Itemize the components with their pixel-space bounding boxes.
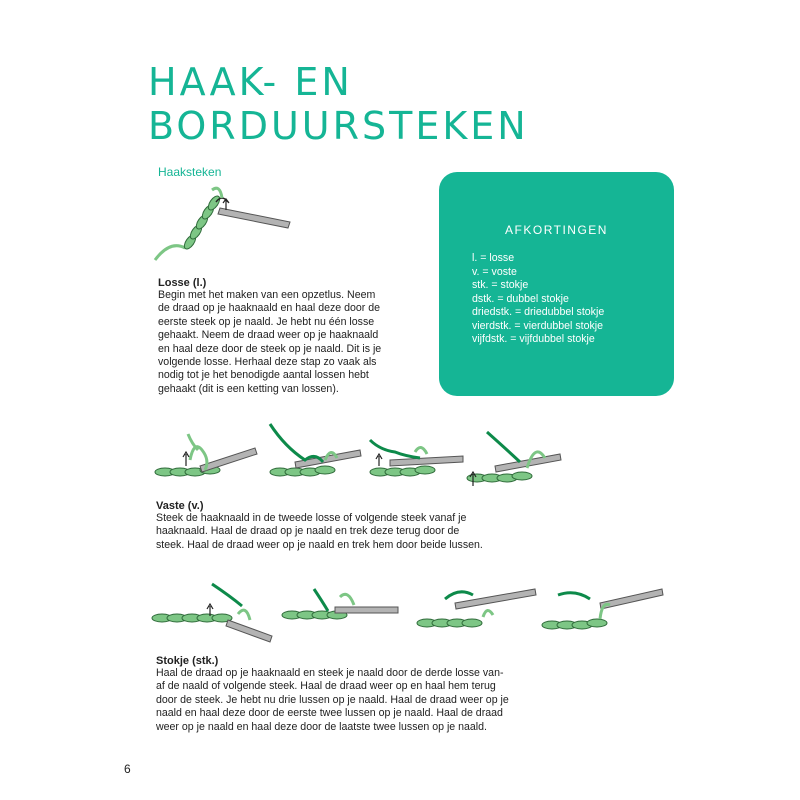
abbreviation-item: dstk. = dubbel stokje	[472, 292, 569, 305]
losse-line: nodig tot je het benodigde aantal lossen hebt	[158, 369, 369, 382]
abbreviations-title: AFKORTINGEN	[505, 223, 608, 237]
stokje-section	[156, 655, 576, 734]
losse-line: eerste steek op je naald. Je hebt nu één losse	[158, 315, 375, 328]
losse-section	[158, 277, 428, 396]
stokje-step-4-illustration	[540, 585, 665, 635]
vaste-step-3-illustration	[365, 430, 465, 490]
page-number: 6	[124, 762, 131, 776]
stokje-line: door de steek. Je hebt nu drie lussen op je naald. Haal de draad weer op je	[156, 693, 509, 706]
losse-heading: Losse (l.)	[158, 277, 207, 289]
losse-line: gehaakt (dit is een ketting van lossen).	[158, 382, 339, 395]
abbreviation-item: vierdstk. = vierdubbel stokje	[472, 319, 604, 332]
losse-line: volgende losse. Herhaal deze stap zo vaak als	[158, 356, 377, 369]
vaste-step-1-illustration	[150, 430, 260, 490]
vaste-line: steek. Haal de draad weer op je naald en trek hem door beide lussen.	[156, 538, 483, 551]
abbreviation-item: l. = losse	[472, 252, 515, 264]
page-title-line-1: HAAK- EN	[148, 60, 353, 104]
stokje-step-2-illustration	[280, 585, 400, 630]
abbreviations-box	[439, 172, 674, 396]
stokje-step-1-illustration	[150, 578, 275, 648]
abbreviation-item: stk. = stokje	[472, 279, 529, 291]
vaste-heading: Vaste (v.)	[156, 500, 204, 512]
losse-line: en haal deze door de steek op je naald. Dit is je	[158, 342, 382, 355]
stokje-step-3-illustration	[415, 585, 540, 635]
stokje-line: af de naald of volgende steek. Haal de draad weer op en haal hem terug	[156, 680, 496, 693]
vaste-step-4-illustration	[465, 428, 565, 493]
stokje-line: Haal de draad op je haaknaald en steek je naald door de derde losse van-	[156, 667, 504, 679]
stokje-heading: Stokje (stk.)	[156, 655, 219, 667]
abbreviation-item: v. = voste	[472, 265, 517, 278]
vaste-step-2-illustration	[265, 422, 365, 487]
vaste-line: haaknaald. Haal de draad op je naald en trek deze terug door de	[156, 525, 460, 538]
abbreviation-item: driedstk. = driedubbel stokje	[472, 306, 605, 318]
losse-line: de draad op je haaknaald en haal deze door de	[158, 302, 381, 315]
stokje-line: weer op je naald en haal deze door de laatste twee lussen op je naald.	[156, 720, 487, 733]
losse-line: Begin met het maken van een opzetlus. Neem	[158, 289, 376, 301]
page-title-line-2: BORDUURSTEKEN	[148, 104, 529, 148]
losse-illustration	[150, 180, 300, 270]
abbreviations-list	[472, 252, 604, 347]
page-title	[148, 60, 529, 148]
abbreviation-item: vijfdstk. = vijfdubbel stokje	[472, 333, 595, 345]
stokje-line: naald en haal deze door de eerste twee lussen op je naald. Haal de draad	[156, 707, 503, 720]
vaste-line: Steek de haaknaald in de tweede losse of volgende steek vanaf je	[156, 512, 467, 524]
losse-line: gehaakt. Neem de draad weer op je haaknaald	[158, 329, 379, 342]
vaste-section	[156, 500, 576, 552]
section-subheading: Haaksteken	[158, 165, 222, 179]
